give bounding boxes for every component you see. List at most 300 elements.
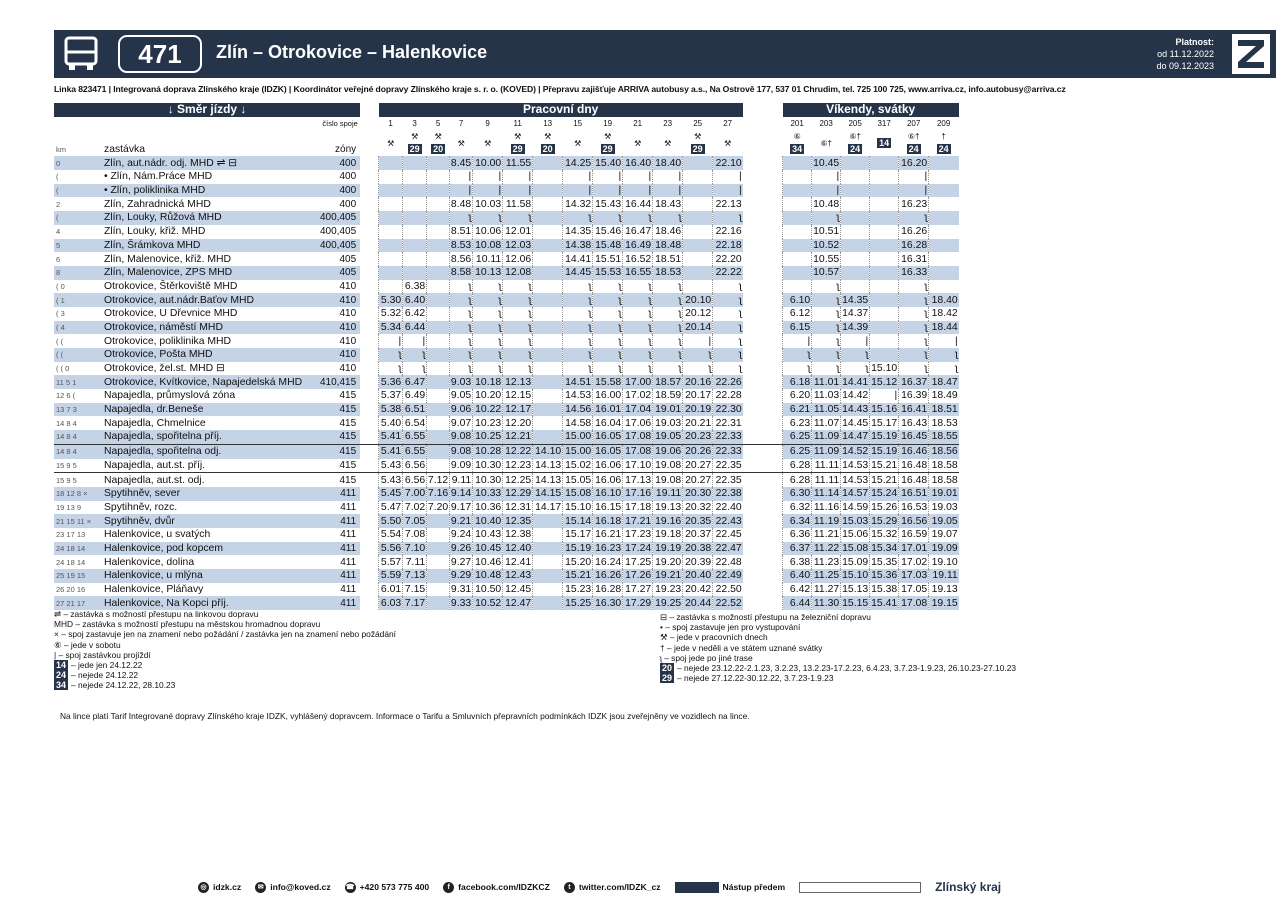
time-cell (533, 348, 563, 362)
footer-web[interactable] (198, 882, 241, 893)
stop-column-label: zastávka (104, 144, 146, 156)
stop-name: Zlín, Šrámkova MHD (102, 239, 320, 253)
time-cell: ʅ (379, 362, 403, 376)
time-cell: 14.37 (842, 308, 869, 320)
time-cell (929, 266, 959, 280)
time-cell: 7.16 (427, 488, 449, 500)
time-cell: ʅ (783, 348, 812, 362)
gap-cell (360, 211, 379, 225)
footer-twitter[interactable] (564, 882, 661, 893)
time-cell: | (683, 334, 713, 348)
time-cell: 19.11 (929, 569, 959, 583)
time-cell: ʅ (653, 362, 683, 376)
gap-cell (743, 334, 783, 348)
time-cell: 22.20 (713, 252, 743, 266)
time-cell: 20.10 (683, 293, 713, 307)
time-cell: ʅ (503, 280, 533, 294)
time-cell: 20.37 (683, 528, 713, 542)
km-cell: ( (54, 184, 102, 198)
gap-cell (360, 266, 379, 280)
time-cell: 16.30 (593, 596, 623, 610)
footer-twitter-text: twitter.com/IDZK_cz (578, 882, 661, 892)
time-cell (870, 348, 899, 362)
time-cell: 12.43 (503, 569, 533, 583)
time-cell: 9.09 (450, 459, 472, 471)
time-cell: 6.38 (403, 280, 427, 294)
time-cell (683, 266, 713, 280)
stop-name: Napajedla, spořitelna příj. (102, 430, 320, 444)
gap-cell (743, 375, 783, 389)
time-cell: 16.05 (593, 444, 623, 458)
trip-mark: ⚒ (484, 138, 492, 148)
time-cell (870, 197, 899, 211)
trip-number-label: číslo spoje (322, 119, 358, 129)
km-cell: 14 8 4 (54, 430, 102, 444)
km-cell: ( 4 (54, 321, 102, 335)
time-cell: ʅ (899, 293, 929, 307)
time-cell: 19.03 (929, 501, 959, 515)
zone-cell: 405 (339, 253, 357, 265)
time-cell: 9.29 (450, 570, 472, 582)
time-cell: ʅ (473, 362, 503, 376)
gap-cell (743, 569, 783, 583)
table-row (54, 459, 959, 473)
footer-facebook-text: facebook.com/IDZKCZ (458, 882, 550, 892)
legend-text: MHD – zastávka s možností přestupu na městskou hromadnou dopravu (54, 619, 321, 630)
time-cell: 20.14 (683, 321, 713, 335)
time-cell: 7.12 (427, 474, 449, 486)
time-cell: 14.42 (842, 390, 869, 402)
time-cell: 11.11 (812, 473, 841, 487)
time-cell: | (653, 184, 683, 198)
stop-head-blank (102, 117, 320, 131)
km-cell: 23 17 13 (56, 530, 86, 540)
time-cell: 22.22 (713, 266, 743, 280)
time-cell: | (563, 170, 593, 184)
time-cell (929, 211, 959, 225)
footer-web-text: idzk.cz (213, 882, 242, 892)
time-cell: 14.58 (563, 416, 593, 430)
table-row (54, 252, 959, 266)
trip-marks (503, 130, 533, 156)
legend-text: ⊟ – zastávka s možností přestupu na železniční dopravu (660, 612, 871, 622)
time-cell (533, 170, 563, 184)
time-cell: 18.48 (653, 239, 683, 253)
time-cell: 9.27 (450, 556, 472, 568)
time-cell: 16.28 (593, 583, 623, 597)
time-cell (870, 266, 899, 280)
validity-to: do 09.12.2023 (1156, 61, 1214, 71)
time-cell: 15.21 (563, 569, 593, 583)
time-cell: 19.08 (653, 459, 683, 473)
time-cell (533, 569, 563, 583)
stop-name: Napajedla, Chmelnice (104, 417, 206, 429)
time-cell (929, 225, 959, 239)
time-cell: 16.26 (593, 569, 623, 583)
time-cell (427, 321, 450, 335)
time-cell: 12.45 (503, 583, 533, 597)
time-cell: 18.58 (929, 459, 959, 473)
footer-phone[interactable] (345, 882, 430, 893)
km-cell: 14 8 4 (54, 444, 102, 458)
gap-cell (360, 596, 379, 610)
time-cell: 7.20 (427, 501, 449, 513)
time-cell: 15.12 (871, 376, 898, 388)
legend-item (54, 629, 396, 639)
time-cell (783, 170, 812, 184)
gap-cell (360, 430, 379, 444)
gap-cell (743, 487, 783, 501)
zone-cell: 415 (339, 390, 357, 402)
time-cell: 12.06 (503, 252, 533, 266)
route-title: Zlín – Otrokovice – Halenkovice (216, 42, 488, 62)
time-cell: 18.42 (929, 307, 959, 321)
time-cell (870, 156, 899, 170)
table-row (54, 197, 959, 211)
trip-marks (783, 130, 812, 156)
time-cell (379, 170, 403, 184)
time-cell (841, 225, 870, 239)
legend-item (660, 622, 1016, 632)
time-cell (533, 555, 563, 569)
time-cell: 19.13 (653, 501, 683, 515)
time-cell: 16.44 (623, 197, 653, 211)
time-cell: ʅ (841, 362, 870, 376)
time-cell: 16.10 (593, 487, 623, 501)
trip-number: 21 (633, 119, 643, 129)
km-cell: ( ( 0 (56, 364, 70, 374)
time-cell: ʅ (683, 348, 713, 362)
time-cell: ʅ (623, 334, 653, 348)
time-cell: ʅ (899, 362, 929, 376)
time-cell: 9.07 (450, 417, 472, 429)
time-cell: ʅ (713, 362, 743, 376)
time-cell: 16.46 (899, 444, 929, 458)
time-cell: 10.30 (473, 459, 503, 473)
time-cell: | (473, 184, 503, 198)
zone-cell: 410 (339, 335, 357, 347)
gap-cell (360, 321, 379, 335)
gap-cell (743, 514, 783, 528)
time-cell: 17.25 (623, 555, 653, 569)
time-cell (870, 170, 899, 184)
table-row (54, 211, 959, 225)
time-cell: ʅ (403, 362, 427, 376)
time-cell: 7.10 (403, 542, 427, 556)
trip-marks (379, 130, 403, 156)
time-cell: 15.21 (871, 459, 898, 471)
time-cell: 14.15 (533, 487, 563, 501)
table-row (54, 389, 959, 403)
time-cell: 6.25 (783, 430, 812, 444)
time-cell: 15.06 (842, 529, 869, 541)
restriction-badge: 29 (692, 144, 703, 155)
time-cell: 15.40 (593, 156, 623, 170)
time-cell (929, 170, 959, 184)
time-cell (533, 403, 563, 417)
km-cell: 27 21 17 (54, 596, 102, 610)
time-cell: 17.05 (899, 583, 929, 597)
time-cell: 16.18 (593, 514, 623, 528)
time-cell: 15.10 (842, 570, 869, 582)
header-bar (54, 30, 1276, 78)
footer-facebook[interactable] (443, 882, 550, 893)
time-cell: 15.35 (871, 556, 898, 568)
time-cell (841, 197, 870, 211)
time-cell: ʅ (450, 321, 473, 335)
time-cell: ʅ (713, 211, 743, 225)
time-cell: 6.40 (403, 293, 427, 307)
time-cell (379, 211, 403, 225)
time-cell: 5.34 (379, 321, 403, 335)
time-cell: 12.17 (503, 403, 533, 417)
time-cell: 6.34 (783, 514, 812, 528)
time-cell: 11.11 (812, 459, 841, 473)
time-cell (929, 156, 959, 170)
time-cell (683, 156, 713, 170)
time-cell: 7.15 (403, 583, 427, 597)
time-cell: ʅ (653, 293, 683, 307)
time-cell: 11.55 (503, 156, 533, 170)
zone-cell: 411 (320, 487, 360, 501)
time-cell (427, 375, 450, 389)
time-cell (533, 528, 563, 542)
stop-name: Otrokovice, Kvítkovice, Napajedelská MHD (102, 375, 320, 389)
time-cell: 22.48 (713, 555, 743, 569)
time-cell: 16.45 (899, 430, 929, 444)
time-cell: ʅ (563, 307, 593, 321)
gap-cell (743, 130, 783, 156)
time-cell (427, 459, 450, 473)
time-cell: 16.28 (899, 239, 929, 253)
time-cell: ʅ (713, 348, 743, 362)
legend-text: – nejede 27.12.22-30.12.22, 3.7.23-1.9.23 (677, 673, 834, 684)
zone-cell: 405 (320, 266, 360, 280)
time-cell: 14.38 (563, 239, 593, 253)
time-cell: 19.09 (929, 542, 959, 556)
time-cell: ʅ (812, 280, 841, 294)
km-head-blank (54, 117, 102, 131)
time-cell (427, 293, 450, 307)
gap-cell (743, 184, 783, 198)
legend-text: | – spoj zastávkou projíždí (54, 649, 151, 660)
time-cell: 16.24 (593, 555, 623, 569)
footer-email[interactable] (255, 882, 330, 893)
time-cell (683, 239, 713, 253)
trip-mark: ⚒ (544, 132, 552, 142)
time-cell (870, 280, 899, 294)
time-cell: 8.45 (450, 157, 472, 169)
time-cell: 6.28 (783, 473, 812, 487)
time-cell: 19.03 (653, 416, 683, 430)
trip-mark: † (941, 132, 946, 142)
time-cell: | (783, 334, 812, 348)
time-cell: 10.43 (473, 528, 503, 542)
time-cell (427, 239, 450, 253)
time-cell: 22.16 (713, 225, 743, 239)
km-cell: 24 18 14 (56, 557, 86, 567)
time-cell: 20.44 (683, 596, 713, 610)
time-cell: ʅ (563, 280, 593, 294)
zone-cell: 410 (339, 363, 357, 375)
time-cell: ʅ (713, 293, 743, 307)
time-cell: ʅ (450, 307, 473, 321)
time-cell (427, 252, 450, 266)
time-cell: 11.23 (812, 555, 841, 569)
time-cell: 15.53 (593, 266, 623, 280)
table-row (54, 416, 959, 430)
km-cell: ( (56, 172, 59, 182)
gap-cell (360, 416, 379, 430)
time-cell: 19.23 (653, 583, 683, 597)
time-cell: 18.51 (653, 252, 683, 266)
time-cell: 6.51 (403, 403, 427, 417)
time-cell: 6.28 (783, 459, 812, 473)
trip-mark: ⚒ (574, 138, 582, 148)
time-cell: 14.45 (563, 266, 593, 280)
time-cell: | (593, 170, 623, 184)
time-cell (533, 416, 563, 430)
time-cell (841, 280, 870, 294)
time-cell: 20.23 (683, 430, 713, 444)
time-cell: 15.16 (871, 404, 898, 416)
zone-cell: 411 (340, 529, 357, 541)
km-cell: ( ( (54, 348, 102, 362)
km-cell: ( 3 (56, 309, 65, 319)
time-cell: 15.36 (871, 570, 898, 582)
time-cell: 9.24 (450, 529, 472, 541)
trip-mark: ⚒ (694, 132, 702, 142)
time-cell (427, 430, 450, 444)
time-cell: 16.01 (593, 403, 623, 417)
zone-cell: 411 (320, 569, 360, 583)
trip-mark: ⚒ (457, 138, 465, 148)
time-cell: ʅ (593, 280, 623, 294)
time-cell: 16.48 (899, 473, 929, 487)
time-cell: 5.50 (379, 514, 403, 528)
time-cell: 9.14 (450, 488, 472, 500)
table-row (54, 555, 959, 569)
zone-cell: 411 (320, 542, 360, 556)
time-cell (427, 280, 450, 294)
km-cell: ( (54, 211, 102, 225)
table-row (54, 501, 959, 515)
time-cell (379, 156, 403, 170)
time-cell (533, 197, 563, 211)
time-cell: 10.08 (473, 239, 503, 253)
time-cell (403, 197, 427, 211)
table-row (54, 266, 959, 280)
time-cell: ʅ (563, 293, 593, 307)
time-cell: 12.40 (503, 542, 533, 556)
time-cell: 11.01 (812, 375, 841, 389)
time-cell (533, 156, 563, 170)
time-cell: 15.32 (871, 529, 898, 541)
time-cell (841, 170, 870, 184)
time-cell: 7.05 (403, 514, 427, 528)
stop-name: Napajedla, aut.st. příj. (104, 459, 206, 471)
time-cell: ʅ (623, 321, 653, 335)
time-cell: ʅ (653, 348, 683, 362)
time-cell: 19.01 (653, 403, 683, 417)
time-cell: ʅ (653, 280, 683, 294)
time-cell (427, 348, 450, 362)
time-cell: 12.38 (503, 528, 533, 542)
time-cell: 16.41 (899, 403, 929, 417)
time-cell: 22.33 (713, 444, 743, 458)
time-cell: ʅ (841, 348, 870, 362)
time-cell: 14.47 (842, 431, 869, 443)
stop-name: Spytihněv, dvůr (102, 514, 320, 528)
gap-cell (743, 348, 783, 362)
gap-cell (360, 542, 379, 556)
time-cell (533, 293, 563, 307)
time-cell: 5.37 (379, 389, 403, 403)
time-cell: | (899, 184, 929, 198)
time-cell: 11.22 (812, 542, 841, 556)
time-cell: 15.21 (871, 474, 898, 486)
time-cell: 16.06 (593, 459, 623, 473)
time-cell: ʅ (899, 211, 929, 225)
time-cell: ʅ (563, 334, 593, 348)
time-cell: 6.25 (783, 444, 812, 458)
legend-badge: 20 (662, 662, 673, 673)
time-cell: 10.52 (813, 239, 840, 251)
trip-marks (683, 130, 713, 156)
time-cell (533, 542, 563, 556)
zone-cell: 400 (320, 184, 360, 198)
km-cell: 25 19 15 (54, 569, 102, 583)
table-row (54, 239, 959, 253)
time-cell (427, 514, 450, 528)
time-cell: 16.21 (593, 528, 623, 542)
stop-name: Otrokovice, poliklinika MHD (104, 335, 232, 347)
time-cell: 19.11 (653, 487, 683, 501)
gap-cell (743, 225, 783, 239)
trip-mark: ⚒ (411, 132, 419, 142)
trip-number: 27 (723, 119, 733, 129)
time-cell: 9.33 (450, 597, 472, 609)
tariff-note: Na lince platí Tarif Integrované dopravy Zlínského kraje IDZK, vyhlášený dopravcem. Informace o Tarifu a Smluvních přepravních podmínkách IDZK jsou zveřejněny ve vozidlech na lince. (60, 711, 750, 721)
time-cell (841, 266, 870, 280)
time-cell: 16.06 (593, 473, 623, 487)
time-cell: 14.32 (563, 197, 593, 211)
gap-cell (743, 280, 783, 294)
stop-name: Halenkovice, u mlýna (102, 569, 320, 583)
time-cell: 20.26 (683, 444, 713, 458)
km-cell: 18 12 8 × (54, 487, 102, 501)
legend-badge: 24 (56, 670, 67, 681)
time-cell: ʅ (403, 348, 427, 362)
time-cell (683, 184, 713, 198)
time-cell: 15.46 (593, 225, 623, 239)
time-cell: 16.33 (899, 266, 929, 280)
time-cell: | (403, 334, 427, 348)
time-cell: 15.58 (593, 375, 623, 389)
zone-cell: 415 (320, 430, 360, 444)
time-cell: 7.02 (403, 501, 427, 515)
gap-cell (743, 430, 783, 444)
table-row (54, 528, 959, 542)
time-cell: | (812, 170, 841, 184)
time-cell: 5.41 (379, 444, 403, 458)
table-row (54, 473, 959, 487)
legend-left (54, 609, 396, 691)
time-cell (870, 293, 899, 307)
trip-number: 25 (693, 119, 703, 129)
zone-cell: 400 (320, 156, 360, 170)
time-cell (427, 334, 450, 348)
